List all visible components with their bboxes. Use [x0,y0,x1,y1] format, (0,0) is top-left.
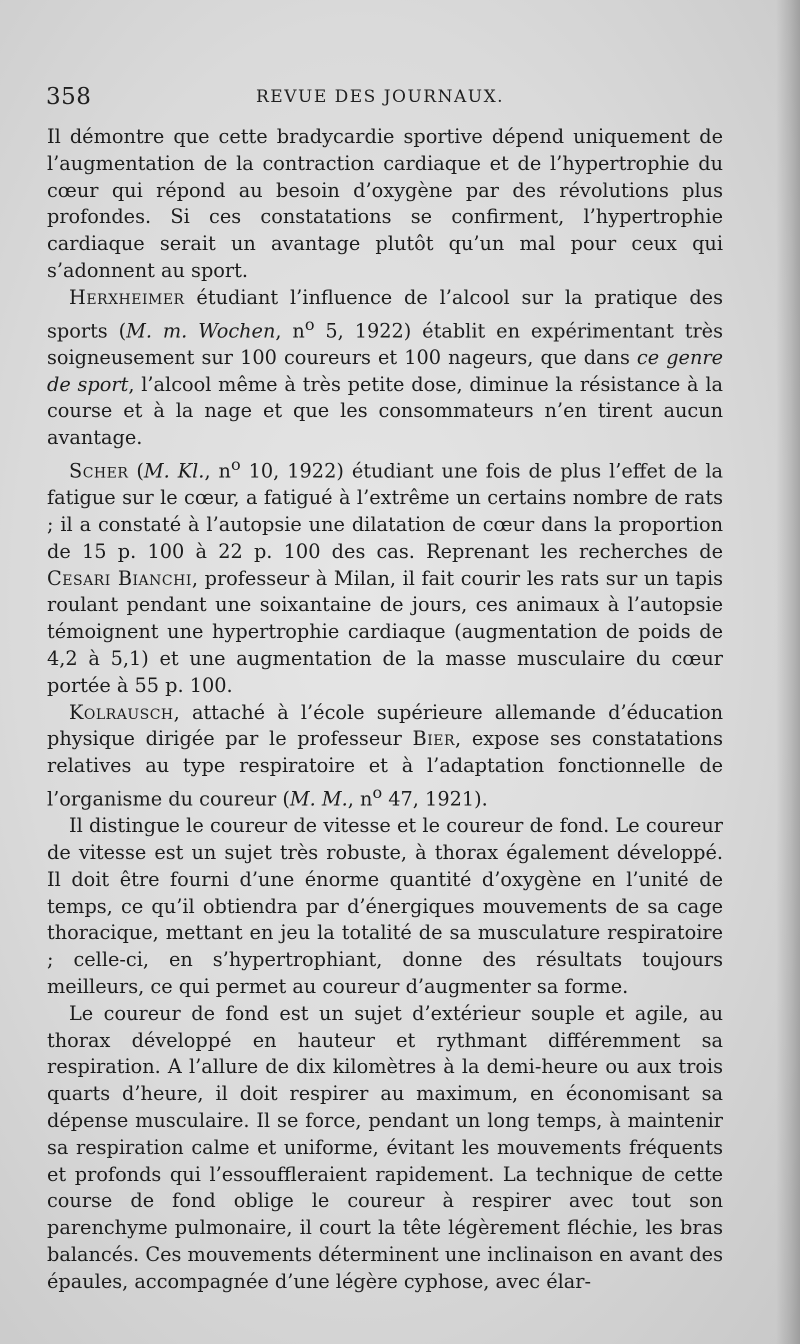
numero-superscript: o [230,454,241,474]
paragraph-text: , l’alcool même à très petite dose, diminue la résistance à la course et à la nage et que les consommateurs n’en tirent aucun avantage. [47,372,723,450]
author-name: Bier [412,727,456,751]
paragraph-text: Le coureur de fond est un sujet d’extérieur souple et agile, au thorax développé en hauteur et rythmant différemment sa respiration. A l’allure de dix kilomètres à la demi-heure ou aux trois quarts d’heure, il doit respirer au maximum, en économisant sa dépense musculaire. Il se force, pendant un long temps, à maintenir sa respiration calme et uniforme, évitant les mouvements fréquents et profonds qui l’essouffleraient rapidement. La technique de cette course de fond oblige le coureur à respirer avec tout son parenchyme pulmonaire, il court la tête légèrement fléchie, les bras balancés. Ces mouvements déterminent une inclinaison en avant des épaules, accompagnée d’une légère cyphose, avec élar- [47,1001,723,1293]
emphasis-text: ce genre de sport [47,345,723,396]
paragraph-text: 47, 1921). [382,787,488,811]
paragraph-text: ( [128,459,144,483]
running-title: REVUE DES JOURNAUX. [256,87,505,107]
paragraph-text: , n [204,459,231,483]
paragraph-bradycardie [47,124,723,285]
paragraph-text: , n [347,787,373,811]
paragraph-scher [47,452,723,700]
article-body [47,124,723,1296]
journal-reference: M. Kl. [143,459,205,483]
numero-superscript: o [304,314,315,334]
paragraph-text: , n [275,319,305,342]
paragraph-text: 5, 1922) établit en expérimentant très soigneusement sur 100 coureurs et 100 nageurs, que dans [47,319,723,369]
author-name: Scher [69,459,129,483]
paragraph-text: étudiant l’influence de l’alcool sur la pratique des sports ( [47,285,723,342]
author-name: Cesari Bianchi [47,566,192,590]
paragraph-herxheimer [47,285,723,452]
paragraph-kolrausch [47,700,723,814]
paragraph-text: , attaché à l’école supérieure allemande d’éducation physique dirigée par le professeur [47,700,723,751]
author-name: Kolrausch [69,700,174,724]
author-name: Herxheimer [69,285,185,309]
paragraph-text: , expose ses constatations relatives au type respiratoire et à l’adaptation fonctionnelle de l’organisme du coureur ( [47,727,723,811]
paragraph-coureur-vitesse [47,813,723,1001]
paragraph-text: 10, 1922) étudiant une fois de plus l’effet de la fatigue sur le cœur, a fatigué à l’extrême un certains nombre de rats ; il a constaté à l’autopsie une dilatation de cœur dans la proportion de 15 p. 100 à 22 p. 100 des cas. Reprenant les recherches de [47,459,723,563]
page-number: 358 [46,84,92,110]
page-edge-shadow [776,0,800,1344]
journal-reference: M. M. [289,787,348,811]
paragraph-coureur-fond [47,1001,723,1296]
paragraph-text: Il distingue le coureur de vitesse et le coureur de fond. Le coureur de vitesse est un sujet très robuste, à thorax également développé. Il doit être fourni d’une énorme quantité d’oxygène en l’unité de temps, ce qu’il obtiendra par d’énergiques mouvements de sa cage thoracique, mettant en jeu la totalité de sa musculature respiratoire ; celle-ci, en s’hypertrophiant, donne des résultats toujours meilleurs, ce qui permet au coureur d’augmenter sa forme. [47,814,723,998]
numero-superscript: o [372,782,383,802]
page-header [46,84,726,114]
journal-reference: M. m. Wochen [126,319,276,342]
paragraph-text: , professeur à Milan, il fait courir les rats sur un tapis roulant pendant une soixantaine de jours, ces animaux à l’autopsie témoignent une hypertrophie cardiaque (augmentation de poids de 4,2 à 5,1) et une augmentation de la masse musculaire du cœur portée à 55 p. 100. [47,566,724,697]
paragraph-text: Il démontre que cette bradycardie sportive dépend uniquement de l’augmentation de la contraction cardiaque et de l’hypertrophie du cœur qui répond au besoin d’oxygène par des révolutions plus profondes. Si ces constatations se confirment, l’hypertrophie cardiaque serait un avantage plutôt qu’un mal pour ceux qui s’adonnent au sport. [47,125,723,282]
